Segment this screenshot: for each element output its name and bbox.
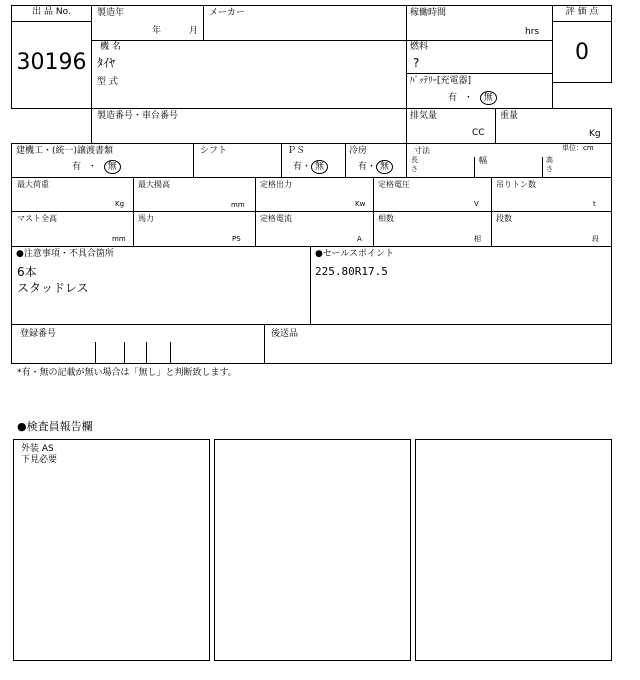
- ac-has: 有: [358, 162, 368, 172]
- caution-label: ●注意事項・不具合箇所: [16, 249, 114, 259]
- shift-label: シフト: [200, 146, 228, 156]
- transfer-none-circled: 無: [104, 160, 121, 174]
- ac-none-circled: 無: [376, 160, 393, 174]
- width-label: 幅: [479, 156, 487, 165]
- score-value: 0: [575, 40, 589, 65]
- ps-none-circled: 無: [311, 160, 328, 174]
- battery-none-circled: 無: [480, 91, 497, 105]
- height-label: 高 さ: [546, 156, 553, 173]
- hp-label: 馬力: [138, 214, 154, 223]
- ps-value: [293, 160, 328, 174]
- ps-label: ＰＳ: [287, 146, 306, 156]
- displacement-unit: CC: [472, 128, 485, 138]
- sales-value: 225.80R17.5: [315, 265, 388, 278]
- fuel-value: ?: [413, 56, 420, 70]
- transfer-docs-value: [72, 160, 121, 174]
- type-label: 型 式: [97, 77, 118, 87]
- transfer-has: 有: [72, 162, 82, 172]
- max-lift-label: 最大揚高: [138, 180, 170, 189]
- battery-dot: ・: [463, 93, 473, 103]
- year-label: 製造年: [97, 8, 125, 18]
- mast-label: マスト全高: [17, 214, 57, 223]
- fuel-label: 燃料: [410, 42, 429, 52]
- inspector-box-2: [214, 439, 411, 661]
- transfer-dot: ・: [87, 162, 97, 172]
- rated-voltage-label: 定格電圧: [378, 180, 410, 189]
- inspector-box-3: [415, 439, 612, 661]
- month-unit: 月: [189, 26, 199, 36]
- hours-label: 稼働時間: [410, 8, 447, 18]
- spec-grid: [11, 143, 612, 247]
- ac-label: 冷房: [349, 146, 368, 156]
- caution-line1: 6本: [17, 265, 37, 279]
- displacement-label: 排気量: [410, 111, 438, 121]
- dims-label: 寸法: [414, 146, 430, 155]
- phase-label: 相数: [378, 214, 394, 223]
- battery-has: 有: [448, 93, 458, 103]
- phase-unit: 相: [474, 235, 481, 243]
- score-label: 評 価 点: [565, 7, 599, 17]
- ps-dot: ・: [302, 162, 312, 172]
- max-load-label: 最大荷重: [17, 180, 49, 189]
- battery-label: ﾊﾞｯﾃﾘｰ[充電器]: [410, 76, 472, 86]
- crane-label: 吊りトン数: [496, 180, 536, 189]
- dims-unit: 単位：cm: [562, 144, 594, 152]
- max-lift-unit: mm: [231, 201, 245, 209]
- caution-line2: スタッドレス: [17, 281, 89, 295]
- ps-has: 有: [293, 162, 303, 172]
- inspector-title: ●検査員報告欄: [17, 420, 93, 433]
- ac-value: [358, 160, 393, 174]
- crane-unit: t: [593, 200, 596, 208]
- rated-current-label: 定格電流: [260, 214, 292, 223]
- steps-unit: 段: [592, 235, 599, 243]
- rated-voltage-unit: V: [474, 200, 479, 208]
- rated-output-unit: Kw: [355, 200, 366, 208]
- hours-unit: hrs: [525, 27, 540, 37]
- battery-value: [448, 91, 497, 105]
- max-load-unit: Kg: [115, 200, 125, 208]
- inspector-line2: 下見必要: [21, 455, 58, 465]
- weight-unit: Kg: [589, 129, 601, 139]
- maker-label: メーカー: [209, 8, 245, 18]
- rated-current-unit: A: [357, 235, 362, 243]
- length-label: 長 さ: [411, 156, 418, 173]
- serial-label: 製造番号・車台番号: [97, 111, 179, 121]
- listing-no-label: 出 品 No.: [32, 7, 71, 17]
- mast-unit: mm: [112, 235, 126, 243]
- inspector-line1: 外装 AS: [21, 444, 54, 454]
- rated-output-label: 定格出力: [260, 180, 292, 189]
- model-label: 機 名: [100, 42, 121, 52]
- inspector-box-1: [13, 439, 210, 661]
- listing-no-value: 30196: [16, 50, 87, 75]
- transfer-docs-label: 建機工・(統一)譲渡書類: [16, 146, 114, 156]
- year-unit: 年: [152, 26, 162, 36]
- sales-label: ●セールスポイント: [315, 249, 395, 259]
- ac-dot: ・: [367, 162, 377, 172]
- hp-unit: PS: [232, 235, 241, 243]
- model-value: ﾀｲﾔ: [97, 56, 116, 70]
- registration-row: [11, 324, 612, 364]
- steps-label: 段数: [496, 214, 512, 223]
- footnote: *有・無の記載が無い場合は「無し」と判断致します。: [17, 368, 237, 378]
- weight-label: 重量: [500, 111, 519, 121]
- registration-label: 登録番号: [20, 329, 57, 339]
- shipping-label: 後送品: [271, 329, 299, 339]
